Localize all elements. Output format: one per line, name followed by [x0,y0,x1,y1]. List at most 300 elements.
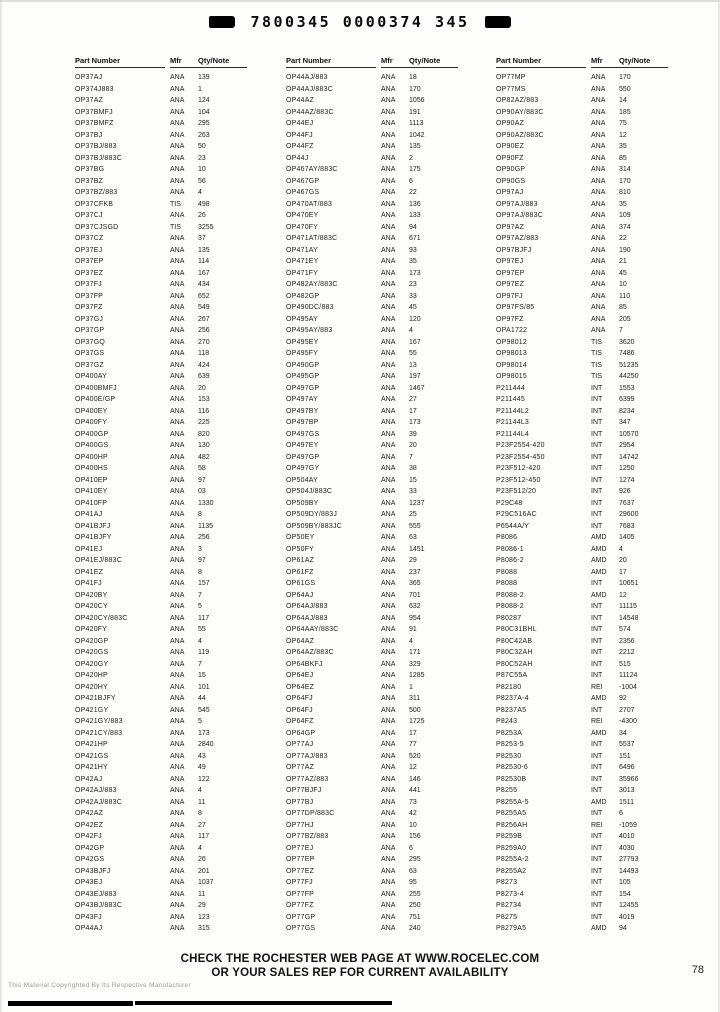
qty-note-cell: 311 [409,695,421,702]
qty-note-cell: 314 [619,166,631,173]
table-row [75,130,247,142]
table-row [75,544,247,556]
mfr-cell: ANA [381,396,396,403]
table-row [75,728,247,740]
table-row [286,245,458,257]
mfr-cell: ANA [381,97,396,104]
part-number-cell: OP41BJFJ [75,522,111,530]
qty-note-cell: 170 [619,177,631,185]
table-row [496,268,668,280]
ocr-code-banner [0,13,720,31]
table-row [75,521,247,533]
table-row [286,912,458,924]
part-number-cell: OP471EY [286,258,319,265]
part-number-cell: OP64FJ [286,706,313,714]
mfr-cell: ANA [170,143,185,150]
mfr-cell: ANA [381,545,396,553]
table-row [286,176,458,188]
mfr-cell: ANA [591,246,606,254]
qty-note-cell: 1237 [409,499,425,507]
table-row [496,440,668,452]
mfr-cell: ANA [591,281,606,288]
part-number-cell: OP420HP [75,672,108,679]
qty-note-cell: 8 [198,810,202,817]
part-number-cell: P8273 [496,879,518,886]
mfr-cell: ANA [381,568,396,576]
part-number-cell: OP77MS [496,85,526,93]
qty-note-cell: 14742 [619,453,639,461]
table-row [75,394,247,406]
mfr-cell: ANA [591,154,606,162]
table-row [75,693,247,705]
part-number-cell: OP44EJ [286,120,314,127]
qty-note-cell: 139 [198,74,210,81]
table-row [286,233,458,245]
part-number-cell: OP90AZ [496,120,525,127]
table-row [75,774,247,786]
table-row [286,613,458,625]
part-number-cell: OP420GP [75,637,109,645]
table-row [496,693,668,705]
mfr-cell: ANA [170,177,185,185]
mfr-cell: ANA [170,637,185,645]
part-number-cell: OP400GS [75,442,109,449]
mfr-cell: ANA [170,85,185,93]
table-row [75,279,247,291]
qty-note-cell: 2356 [619,637,635,645]
mfr-cell: ANA [381,534,396,541]
mfr-cell: ANA [381,856,396,863]
table-row [496,164,668,176]
mfr-cell: INT [591,430,603,438]
part-number-cell: OP470AT/883 [286,200,333,208]
mfr-cell: ANA [170,304,185,311]
table-row [496,475,668,487]
mfr-cell: ANA [170,890,185,898]
table-row [286,348,458,360]
mfr-cell: ANA [170,131,185,139]
part-number-cell: OP467GP [286,177,320,185]
mfr-cell: ANA [381,166,396,173]
part-number-cell: OP98013 [496,350,527,357]
mfr-cell: ANA [170,879,185,886]
mfr-cell: ANA [170,787,185,794]
table-row [286,268,458,280]
qty-note-cell: 632 [409,603,421,610]
table-row [286,544,458,556]
part-number-cell: OP37BMFJ [75,108,113,116]
mfr-cell: ANA [591,97,606,104]
qty-note-cell: 11 [198,798,206,806]
table-row [496,866,668,878]
table-row [496,325,668,337]
table-row [75,463,247,475]
mfr-cell: ANA [381,177,396,185]
part-number-cell: OP97AJ/883 [496,200,538,208]
qty-note-cell: 810 [619,189,631,196]
qty-note-cell: 56 [198,177,206,185]
part-number-cell: OP37EP [75,258,104,265]
table-row [496,716,668,728]
table-row [286,302,458,314]
mfr-cell: ANA [170,798,185,806]
part-number-cell: OP471FY [286,269,319,277]
qty-note-cell: 4 [619,545,623,553]
part-number-cell: OP497GP [286,384,320,392]
part-number-cell: OP37BZ/883 [75,189,118,196]
mfr-cell: INT [591,603,603,610]
qty-note-cell: 11124 [619,672,638,679]
qty-note-cell: 574 [619,626,631,633]
part-number-cell: OP37GJ [75,315,104,323]
mfr-cell: ANA [170,212,185,219]
qty-note-cell: 35966 [619,775,639,783]
part-number-cell: P23F512-420 [496,465,541,472]
mfr-cell: ANA [170,672,185,679]
part-number-cell: OP77GS [286,925,316,932]
mfr-cell: ANA [170,292,185,300]
part-number-cell: OP37GS [75,350,105,357]
mfr-cell: ANA [591,304,606,311]
qty-note-cell: 23 [409,281,417,288]
part-number-cell: OP420CY/883C [75,614,128,622]
qty-note-cell: 6 [619,810,623,817]
table-row [75,785,247,797]
qty-note-cell: 10 [619,281,627,288]
part-number-cell: OP495AY/883 [286,327,333,334]
mfr-cell: ANA [591,269,606,277]
part-number-cell: P8088 [496,568,518,576]
qty-note-cell: 117 [198,833,210,840]
qty-note-cell: 2 [409,154,413,162]
qty-note-cell: 1 [198,85,202,93]
part-number-cell: OP77FJ [286,879,313,886]
table-row [286,452,458,464]
mfr-cell: ANA [170,166,185,173]
mfr-cell: TIS [591,361,602,369]
qty-note-cell: 122 [198,775,210,783]
mfr-cell: ANA [381,603,396,610]
table-row [286,371,458,383]
mfr-cell: ANA [170,591,185,599]
table-row [496,406,668,418]
qty-note-cell: 110 [619,292,631,300]
part-number-cell: P23F512-450 [496,476,541,484]
qty-note-cell: 482 [198,453,210,461]
part-number-cell: OP471AT/883C [286,235,338,242]
part-number-cell: P6544A/Y [496,522,530,530]
qty-note-cell: 10 [409,821,417,829]
qty-note-cell: 205 [619,315,631,323]
part-number-cell: P21144L4 [496,430,530,438]
part-number-cell: OP497GP [286,453,320,461]
qty-note-cell: 1330 [198,499,214,507]
table-row [75,567,247,579]
part-number-header: Part Number [75,56,165,68]
table-row [496,360,668,372]
part-number-cell: P8255A-5 [496,798,529,806]
qty-note-cell: 3013 [619,787,635,794]
part-number-cell: OP37AJ [75,74,103,81]
mfr-cell: ANA [381,833,396,840]
table-row [286,728,458,740]
table-row [286,705,458,717]
mfr-cell: AMD [591,534,607,541]
qty-note-cell: 135 [198,246,210,254]
mfr-cell: ANA [381,614,396,622]
mfr-cell: ANA [381,350,396,357]
table-row [496,762,668,774]
table-row [75,291,247,303]
qty-note-cell: 17 [409,729,417,737]
mfr-cell: TIS [170,223,181,231]
table-row [286,774,458,786]
mfr-cell: ANA [170,660,185,668]
table-row [286,808,458,820]
qty-note-cell: 639 [198,373,210,380]
part-number-cell: OP77BZ/883 [286,833,329,840]
part-number-cell: P8086-1 [496,545,524,553]
part-number-cell: OP44FJ [286,131,313,139]
qty-note-cell: 197 [409,373,421,380]
qty-note-cell: 2840 [198,741,214,748]
table-row [286,164,458,176]
table-row [286,84,458,96]
part-number-cell: OP90GS [496,177,526,185]
table-row [75,256,247,268]
qty-note-cell: 85 [619,304,627,311]
qty-note-cell: 5 [198,718,202,725]
mfr-cell: INT [591,626,603,633]
table-row [496,797,668,809]
mfr-cell: INT [591,890,603,898]
part-number-cell: OP64FZ [286,718,314,725]
table-row [75,417,247,429]
mfr-cell: ANA [170,407,185,415]
table-row [496,153,668,165]
qty-note-cell: 34 [619,729,627,737]
mfr-cell: ANA [381,407,396,415]
qty-note-cell: 1250 [619,465,635,472]
mfr-cell: ANA [381,223,396,231]
mfr-cell: INT [591,856,603,863]
table-row [286,210,458,222]
qty-note-cell: 35 [619,143,627,150]
mfr-cell: ANA [381,384,396,392]
mfr-cell: ANA [591,177,606,185]
ocr-code-text: 7800345 0000374 345 [250,13,470,31]
mfr-cell: ANA [381,476,396,484]
table-row [496,739,668,751]
mfr-cell: ANA [170,315,185,323]
mfr-cell: ANA [170,545,185,553]
mfr-cell: ANA [381,591,396,599]
table-row [286,486,458,498]
part-number-cell: OP90EZ [496,143,525,150]
qty-note-cell: -1004 [619,683,637,691]
table-row [496,521,668,533]
part-number-cell: OP42AJ [75,775,103,783]
mfr-cell: ANA [170,913,185,921]
table-row [496,785,668,797]
part-number-cell: OP37BZ [75,177,104,185]
part-number-cell: OP64AJ [286,591,314,599]
mfr-cell: ANA [170,522,185,530]
mfr-cell: ANA [381,212,396,219]
parts-column-1 [75,52,247,935]
part-number-cell: OP37CZ [75,235,104,242]
table-row [75,555,247,567]
part-number-cell: OP421HP [75,741,108,748]
table-row [496,751,668,763]
mfr-cell: ANA [170,384,185,392]
qty-note-cell: 171 [409,649,421,656]
table-row [75,153,247,165]
part-number-cell: P29C516AC [496,511,537,518]
mfr-cell: AMD [591,545,607,553]
qty-note-cell: 25 [409,511,417,518]
table-row [496,452,668,464]
mfr-cell: INT [591,614,603,622]
table-row [75,199,247,211]
table-row [75,509,247,521]
part-number-cell: OP42AJ/883C [75,798,122,806]
qty-note-cell: 1405 [619,534,635,541]
part-number-cell: OP42AZ [75,810,104,817]
table-row [286,739,458,751]
part-number-cell: OP420GY [75,660,109,668]
mfr-cell: ANA [591,131,606,139]
qty-note-cell: 14493 [619,867,639,875]
mfr-cell: ANA [170,281,185,288]
part-number-cell: P8088-2 [496,591,524,599]
table-row [75,314,247,326]
table-row [496,72,668,84]
table-row [75,84,247,96]
part-number-cell: OP420BY [75,591,108,599]
mfr-cell: AMD [591,925,607,932]
qty-note-cell: -1059 [619,821,637,829]
part-number-cell: OP37FJ [75,281,102,288]
mfr-cell: ANA [170,810,185,817]
mfr-cell: ANA [170,154,185,162]
table-row [286,72,458,84]
part-number-cell: P8256AH [496,821,528,829]
table-row [286,567,458,579]
part-number-cell: OP77BJFJ [286,787,322,794]
table-row [286,762,458,774]
qty-note-cell: 38 [409,465,417,472]
qty-note-cell: 58 [198,465,206,472]
table-row [496,682,668,694]
qty-note-cell: 154 [619,890,631,898]
qty-note-cell: 4 [198,189,202,196]
part-number-cell: OP497BY [286,407,319,415]
qty-note-cell: 12 [409,764,417,771]
table-row [496,337,668,349]
qty-note-cell: 295 [198,120,210,127]
table-row [75,751,247,763]
table-row [75,670,247,682]
mfr-cell: ANA [381,695,396,702]
qty-note-cell: 267 [198,315,210,323]
mfr-cell: INT [591,476,603,484]
table-row [496,705,668,717]
table-row [75,820,247,832]
table-row [496,141,668,153]
table-row [496,302,668,314]
part-number-cell: OP41EZ [75,568,104,576]
qty-note-cell: 185 [619,108,631,116]
part-number-cell: OP497GS [286,430,320,438]
qty-note-cell: 256 [198,534,210,541]
part-number-cell: OP470FY [286,223,319,231]
mfr-cell: ANA [381,85,396,93]
table-row [286,406,458,418]
part-number-cell: P8237A-4 [496,695,529,702]
table-row [75,406,247,418]
table-row [75,268,247,280]
mfr-cell: ANA [170,465,185,472]
part-number-cell: OP77EZ [286,867,315,875]
qty-note-cell: 500 [409,706,421,714]
mfr-cell: ANA [381,683,396,691]
qty-note-cell: 27 [198,821,206,829]
mfr-cell: ANA [381,361,396,369]
qty-note-cell: 173 [198,729,210,737]
part-number-cell: OP482AY/883C [286,281,338,288]
qty-note-cell: 85 [619,154,627,162]
part-number-cell: OP421BJFY [75,695,116,702]
table-row [75,532,247,544]
qty-note-cell: 116 [198,407,210,415]
part-number-cell: OP37CJ [75,212,103,219]
part-number-cell: OP77EJ [286,844,314,852]
mfr-cell: TIS [170,200,181,208]
part-number-cell: OP77EP [286,856,315,863]
qty-note-cell: 22 [619,235,627,242]
part-number-cell: OP37BJ/883C [75,154,122,162]
part-number-cell: OP497EY [286,442,319,449]
table-row [496,831,668,843]
mfr-cell: ANA [381,867,396,875]
table-row [75,912,247,924]
part-number-cell: OP37BMFZ [75,120,114,127]
qty-note-cell: 44 [198,695,206,702]
mfr-cell: ANA [170,844,185,852]
part-number-cell: OP64AJ/883 [286,603,328,610]
mfr-cell: ANA [170,706,185,714]
table-row [286,521,458,533]
mfr-cell: ANA [381,810,396,817]
table-row [496,176,668,188]
part-number-cell: OP41EJ/883C [75,557,122,564]
qty-note-cell: 1725 [409,718,425,725]
qty-note-cell: 2707 [619,706,635,714]
part-number-cell: OP504J/883C [286,488,333,495]
table-row [496,843,668,855]
mfr-cell: ANA [381,626,396,633]
mfr-cell: ANA [170,833,185,840]
qty-note-cell: 10570 [619,430,639,438]
table-row [286,751,458,763]
qty-note-cell: 29600 [619,511,639,518]
qty-note-cell: 97 [198,557,206,564]
qty-note-cell: 8234 [619,407,635,415]
table-row [496,199,668,211]
table-row [75,187,247,199]
mfr-cell: ANA [381,304,396,311]
